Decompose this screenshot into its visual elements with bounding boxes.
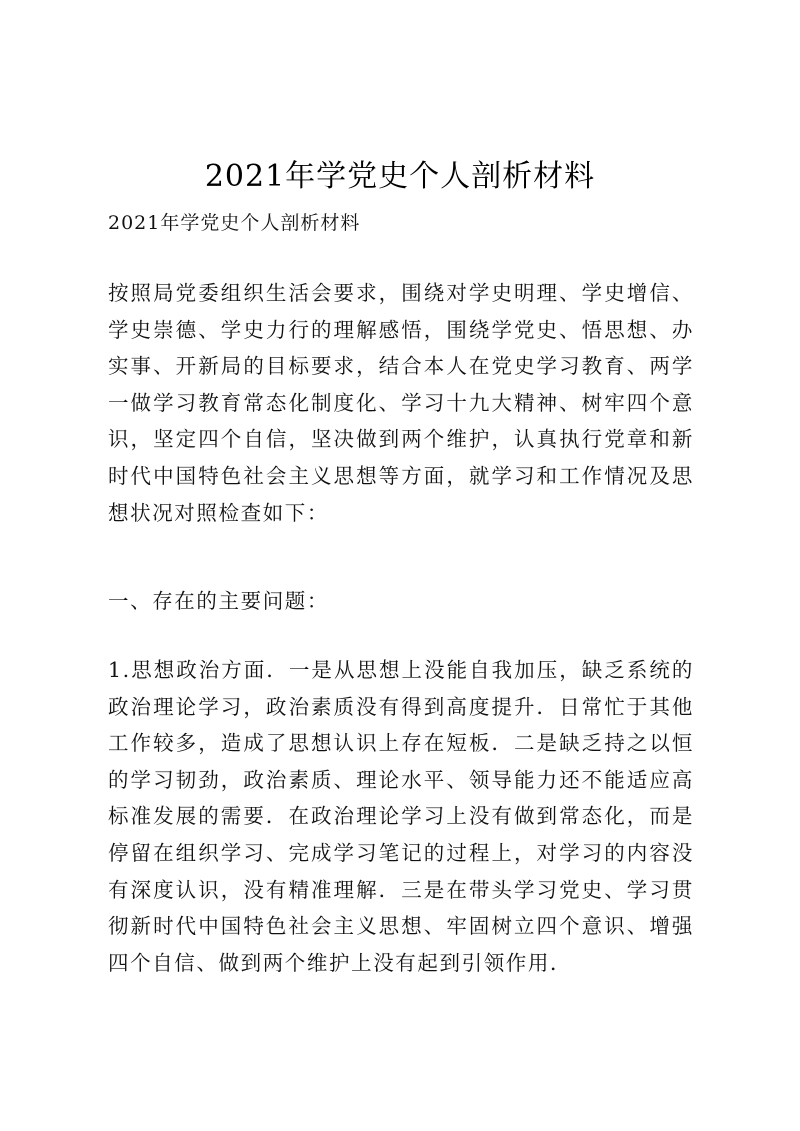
- intro-paragraph: 按照局党委组织生活会要求，围绕对学史明理、学史增信、学史崇德、学史力行的理解感悟，围绕学党史、悟思想、办实事、开新局的目标要求，结合本人在党史学习教育、两学一做学习教育常态化制度化、学习十九大精神、树牢四个意识，坚定四个自信，坚决做到两个维护，认真执行党章和新时代中国特色社会主义思想等方面，就学习和工作情况及思想状况对照检查如下：: [108, 281, 694, 525]
- document-title: 2021年学党史个人剖析材料: [204, 159, 596, 194]
- document-subtitle: 2021年学党史个人剖析材料: [108, 212, 361, 234]
- section-heading: 一、存在的主要问题：: [108, 589, 329, 613]
- problem-paragraph-1: 1.思想政治方面．一是从思想上没能自我加压，缺乏系统的政治理论学习，政治素质没有得到高度提升．日常忙于其他工作较多，造成了思想认识上存在短板．二是缺乏持之以恒的学习韧劲，政治素质、理论水平、领导能力还不能适应高标准发展的需要．在政治理论学习上没有做到常态化，而是停留在组织学习、完成学习笔记的过程上，对学习的内容没有深度认识，没有精准理解．三是在带头学习党史、学习贯彻新时代中国特色社会主义思想、牢固树立四个意识、增强四个自信、做到两个维护上没有起到引领作用．: [108, 658, 694, 975]
